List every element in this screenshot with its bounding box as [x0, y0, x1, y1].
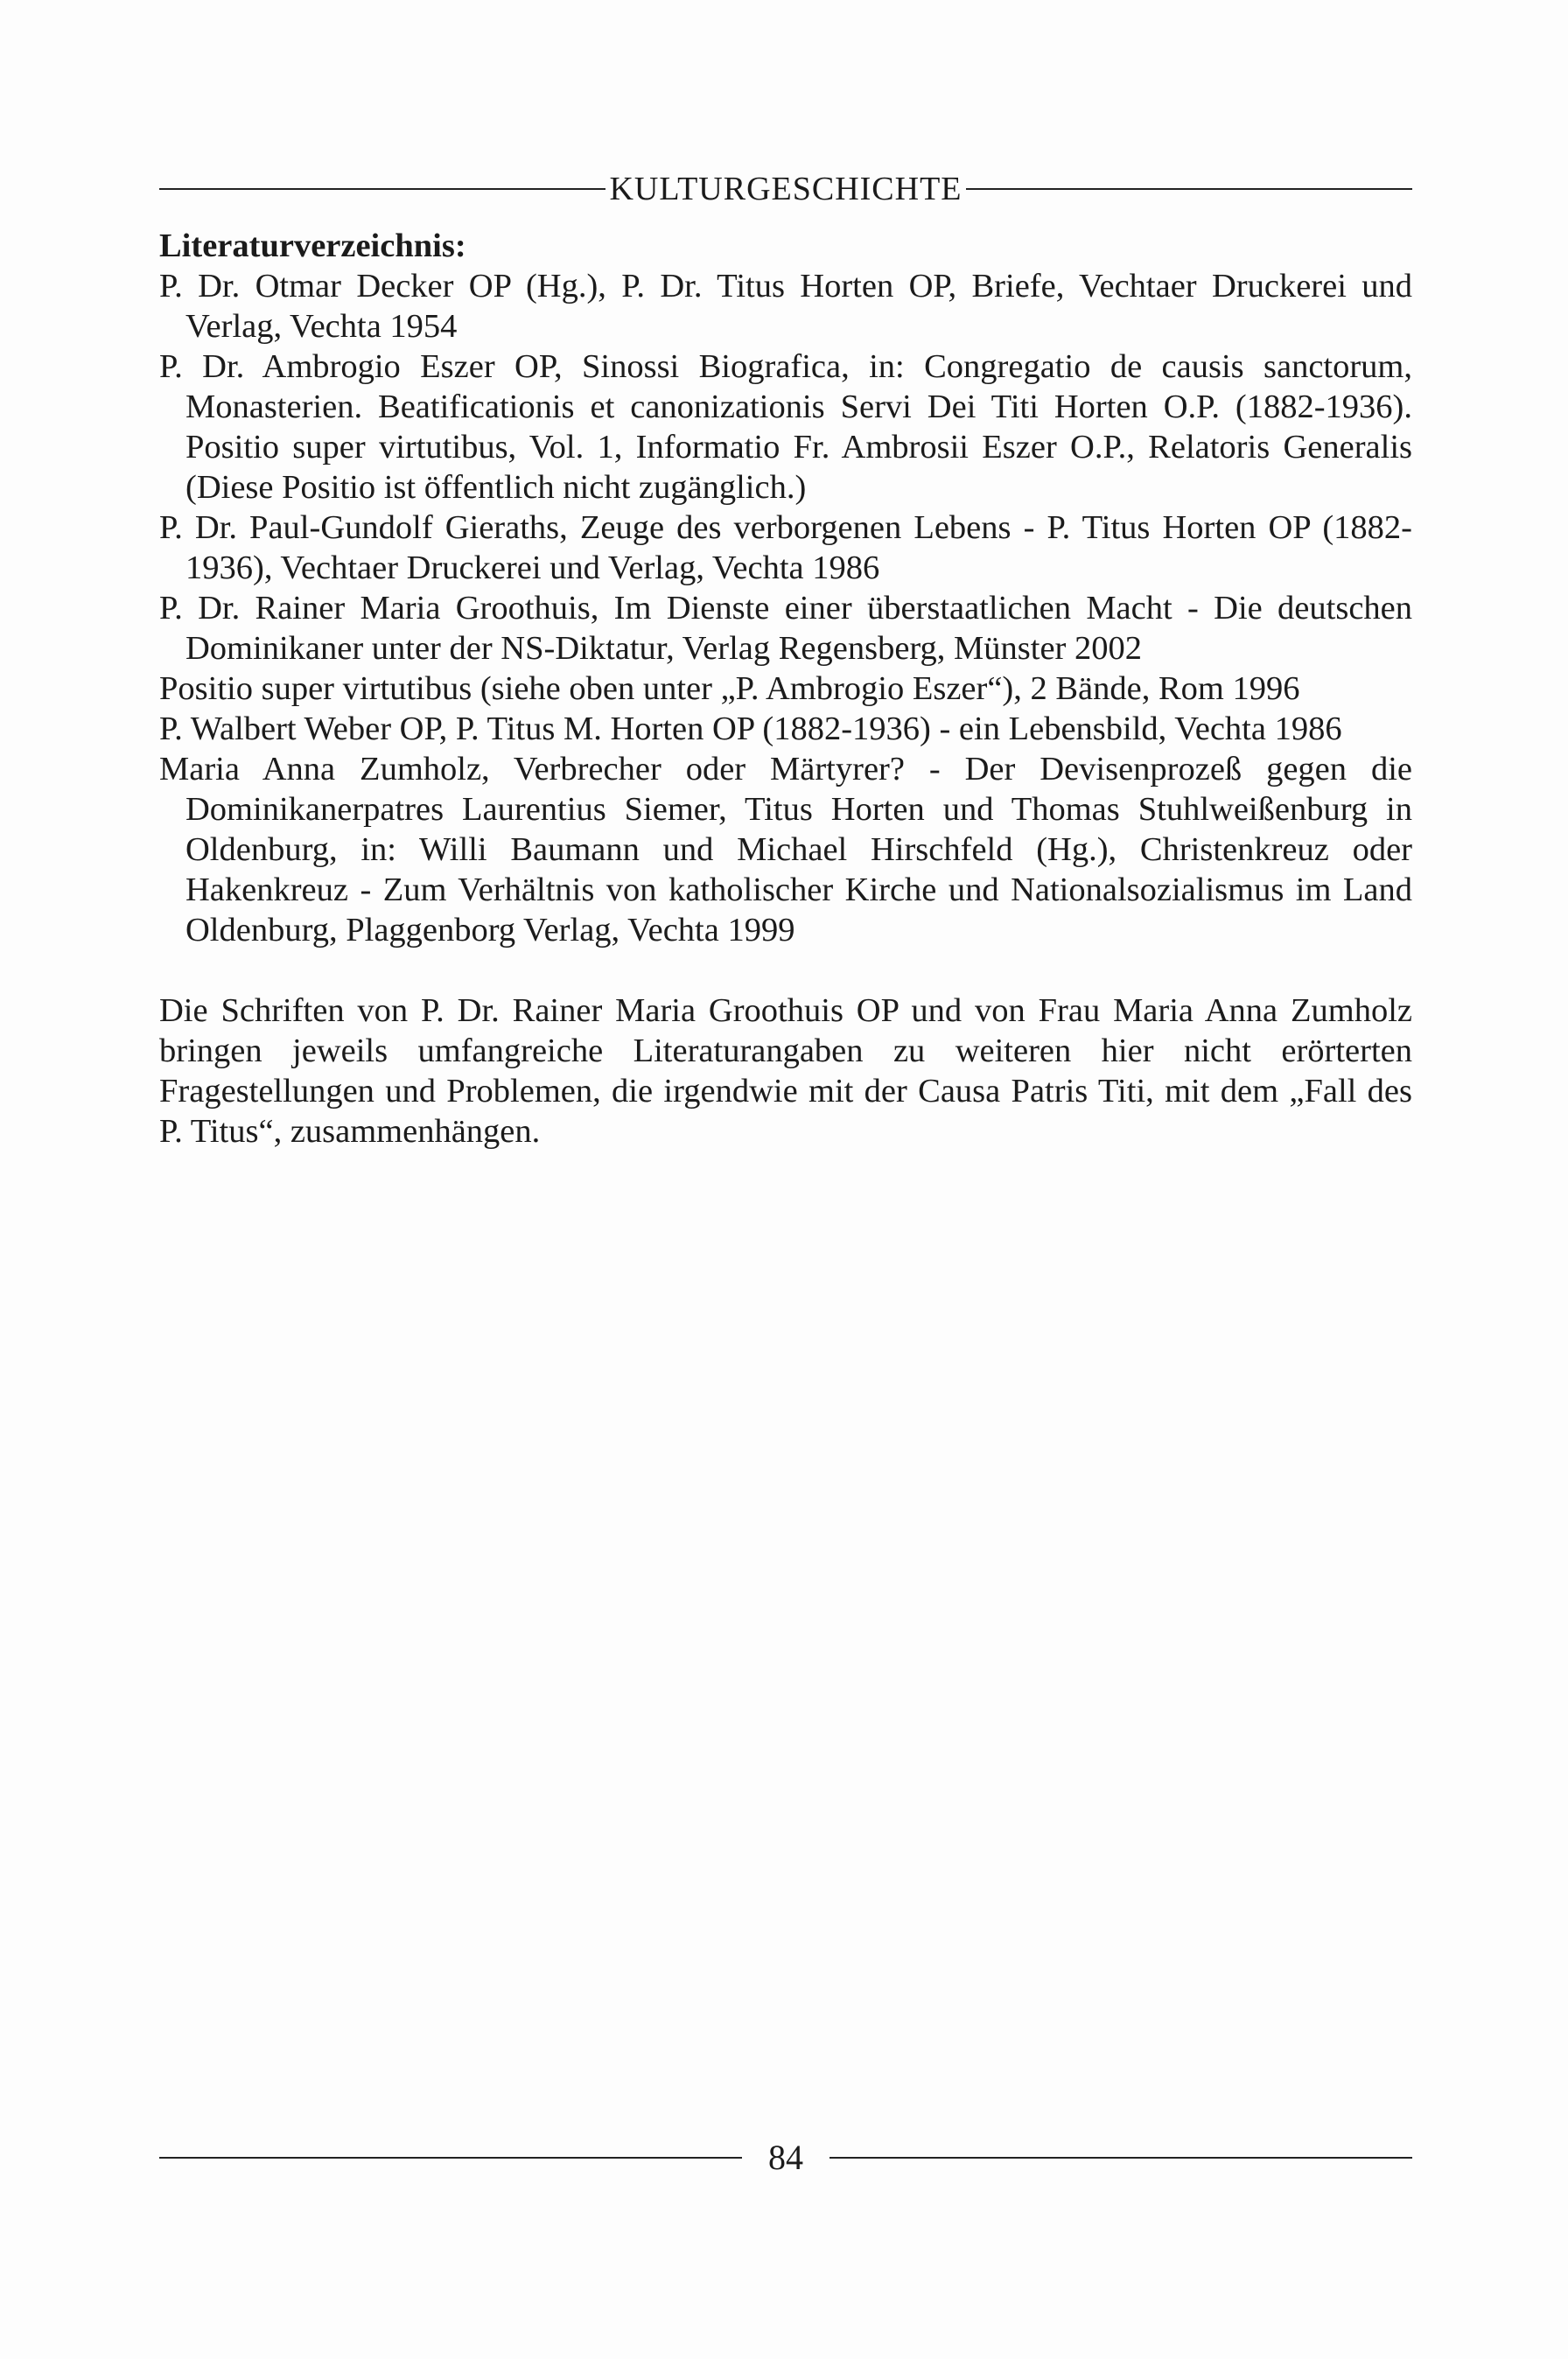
page-body: [159, 226, 1412, 1186]
running-header-title: KULTURGESCHICHTE: [609, 171, 962, 207]
footer-rule-left: [159, 2157, 742, 2159]
page-number: 84: [768, 2138, 803, 2177]
bibliography-list: [159, 266, 1412, 950]
running-header: [159, 164, 1412, 214]
header-rule-left: [159, 188, 606, 190]
bibliography-entry: P. Dr. Ambrogio Eszer OP, Sinossi Biografica, in: Congregatio de causis sanctorum, Monasterien. Beatificationis et canonizationis Servi Dei Titi Horten O.P. (1882-1936). Positio super virtutibus, Vol. 1, Informatio Fr. Ambrosii Eszer O.P., Relatoris Generalis (Diese Positio ist öffentlich nicht zugänglich.): [159, 348, 1412, 506]
bibliography-entry: P. Dr. Paul-Gundolf Gieraths, Zeuge des verborgenen Lebens - P. Titus Horten OP (1882-1936), Vechtaer Druckerei und Verlag, Vechta 1986: [159, 509, 1412, 586]
bibliography-entry: P. Dr. Rainer Maria Groothuis, Im Dienste einer überstaatlichen Macht - Die deutschen Dominikaner unter der NS-Diktatur, Verlag Regensberg, Münster 2002: [159, 590, 1412, 667]
bibliography-entry: P. Walbert Weber OP, P. Titus M. Horten OP (1882-1936) - ein Lebensbild, Vechta 1986: [159, 710, 1342, 747]
bibliography-entry: Maria Anna Zumholz, Verbrecher oder Märtyrer? - Der Devisenprozeß gegen die Dominikanerpatres Laurentius Siemer, Titus Horten und Thomas Stuhlweißenburg in Oldenburg, in: Willi Baumann und Michael Hirschfeld (Hg.), Christenkreuz oder Hakenkreuz - Zum Verhältnis von katholischer Kirche und Nationalsozialismus im Land Oldenburg, Plaggenborg Verlag, Vechta 1999: [159, 751, 1412, 948]
footer-rule-right: [830, 2157, 1412, 2159]
page-footer: [159, 2132, 1412, 2184]
bibliography-heading: Literaturverzeichnis:: [159, 228, 466, 264]
header-rule-right: [966, 188, 1412, 190]
closing-paragraph: Die Schriften von P. Dr. Rainer Maria Groothuis OP und von Frau Maria Anna Zumholz bringen jeweils umfangreiche Literaturangaben zu weiteren hier nicht erörterten Fragestellungen und Problemen, die irgendwie mit der Causa Patris Titi, mit dem „Fall des P. Titus“, zusammenhängen.: [159, 992, 1412, 1150]
bibliography-entry: Positio super virtutibus (siehe oben unter „P. Ambrogio Eszer“), 2 Bände, Rom 1996: [159, 670, 1300, 707]
bibliography-entry: P. Dr. Otmar Decker OP (Hg.), P. Dr. Titus Horten OP, Briefe, Vechtaer Druckerei und Verlag, Vechta 1954: [159, 268, 1412, 345]
